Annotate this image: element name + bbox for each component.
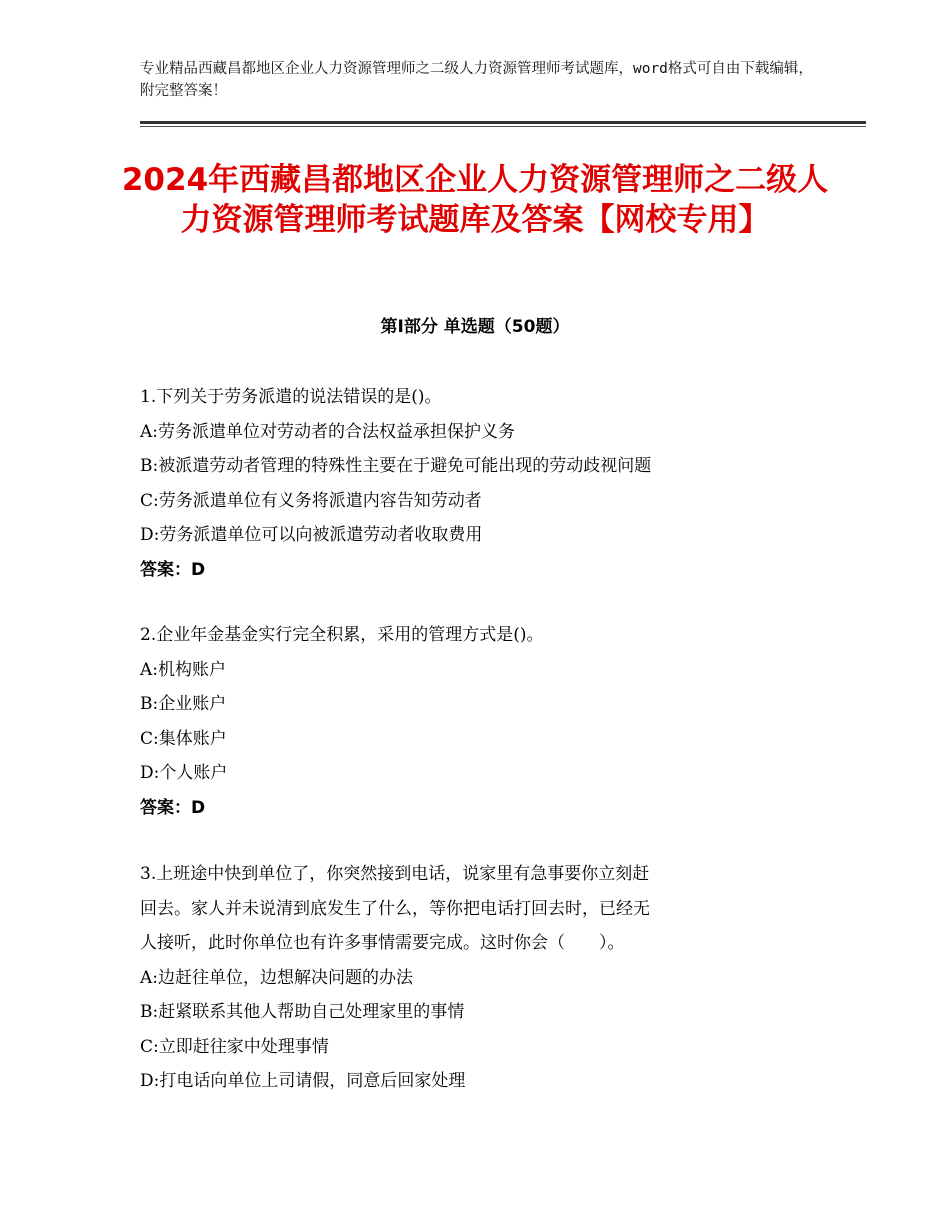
header-note: 专业精品西藏昌都地区企业人力资源管理师之二级人力资源管理师考试题库，word格式可自由下载编辑，附完整答案！ <box>140 61 813 99</box>
option-c: C:集体账户 <box>140 728 227 749</box>
header-rule-thick <box>140 121 866 124</box>
option-d: D:劳务派遣单位可以向被派遣劳动者收取费用 <box>140 525 483 545</box>
question-stem: 1.下列关于劳务派遣的说法错误的是()。 <box>140 387 442 407</box>
option-d: D:打电话向单位上司请假，同意后回家处理 <box>140 1071 466 1091</box>
question-2 <box>140 618 820 825</box>
option-a: A:劳务派遣单位对劳动者的合法权益承担保护义务 <box>140 421 516 442</box>
question-stem-line: 回去。家人并未说清到底发生了什么，等你把电话打回去时，已经无 <box>140 898 650 919</box>
question-3 <box>140 857 820 1099</box>
question-1 <box>140 380 820 587</box>
question-stem-line: 人接听，此时你单位也有许多事情需要完成。这时你会（ ）。 <box>140 933 625 953</box>
option-d: D:个人账户 <box>140 763 228 783</box>
option-c: C:立即赶往家中处理事情 <box>140 1036 329 1057</box>
answer: 答案：D <box>140 797 206 818</box>
option-c: C:劳务派遣单位有义务将派遣内容告知劳动者 <box>140 490 482 511</box>
option-a: A:机构账户 <box>140 659 227 680</box>
question-stem-line: 3.上班途中快到单位了，你突然接到电话，说家里有急事要你立刻赶 <box>140 864 650 884</box>
option-b: B:被派遣劳动者管理的特殊性主要在于避免可能出现的劳动歧视问题 <box>140 456 652 476</box>
option-a: A:边赶往单位，边想解决问题的办法 <box>140 967 414 988</box>
section-title: 第Ⅰ部分 单选题（50题） <box>380 317 570 337</box>
document-title: 2024年西藏昌都地区企业人力资源管理师之二级人力资源管理师考试题库及答案【网校专用】 <box>121 162 829 238</box>
question-stem: 2.企业年金基金实行完全积累，采用的管理方式是()。 <box>140 625 544 645</box>
option-b: B:赶紧联系其他人帮助自己处理家里的事情 <box>140 1002 465 1022</box>
answer: 答案：D <box>140 559 206 580</box>
option-b: B:企业账户 <box>140 694 227 714</box>
header-rule-thin <box>140 126 866 127</box>
